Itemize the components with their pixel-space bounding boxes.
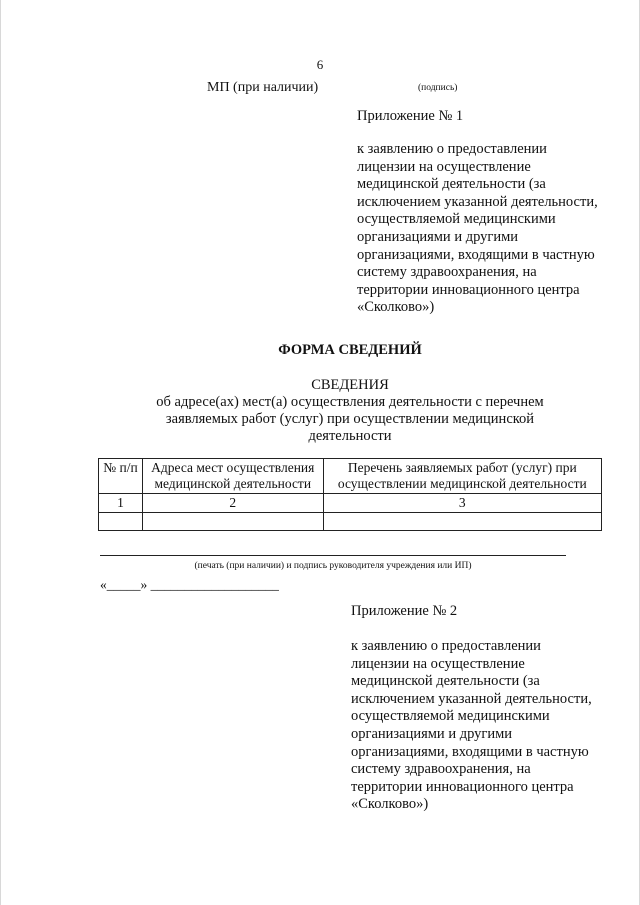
table-row	[99, 513, 602, 531]
appendix-1-body: к заявлению о предоставлении лицензии на осуществление медицинской деятельности (за исключением указанной деятельности, осуществляемой медицинскими организациями и другими организациями, входящими в частную систему здравоохранения, на территории инновационного центра «Сколково»)	[357, 141, 598, 316]
header-addresses: Адреса мест осуществления медицинской деятельности	[142, 459, 323, 494]
column-number-3: 3	[323, 494, 601, 513]
date-line: «_____» ___________________	[100, 577, 279, 592]
table-cell	[99, 513, 143, 531]
signature-label: (подпись)	[418, 83, 458, 93]
appendix-2-title: Приложение № 2	[351, 603, 458, 619]
header-number: № п/п	[99, 459, 143, 494]
info-subtitle: об адресе(ах) мест(а) осуществления деятельности с перечнем заявляемых работ (услуг) при осуществлении медицинской деятельности	[156, 394, 544, 444]
appendix-2-body: к заявлению о предоставлении лицензии на осуществление медицинской деятельности (за исключением указанной деятельности, осуществляемой медицинскими организациями и другими организациями, входящими в частную систему здравоохранения, на территории инновационного центра «Сколково»)	[351, 638, 592, 813]
table-column-number-row	[99, 494, 602, 513]
table-cell	[142, 513, 323, 531]
appendix-1-title: Приложение № 1	[357, 108, 464, 124]
page-number: 6	[316, 57, 324, 72]
table-header-row	[99, 459, 602, 494]
header-works-list: Перечень заявляемых работ (услуг) при осуществлении медицинской деятельности	[323, 459, 601, 494]
table-cell	[323, 513, 601, 531]
form-title: ФОРМА СВЕДЕНИЙ	[278, 342, 422, 358]
info-title: СВЕДЕНИЯ	[311, 377, 389, 393]
column-number-2: 2	[142, 494, 323, 513]
left-page-edge	[0, 0, 1, 905]
column-number-1: 1	[99, 494, 143, 513]
stamp-label: МП (при наличии)	[207, 80, 319, 95]
addresses-table	[98, 458, 602, 531]
signature-line	[100, 555, 566, 556]
signature-caption: (печать (при наличии) и подпись руководителя учреждения или ИП)	[194, 561, 472, 571]
